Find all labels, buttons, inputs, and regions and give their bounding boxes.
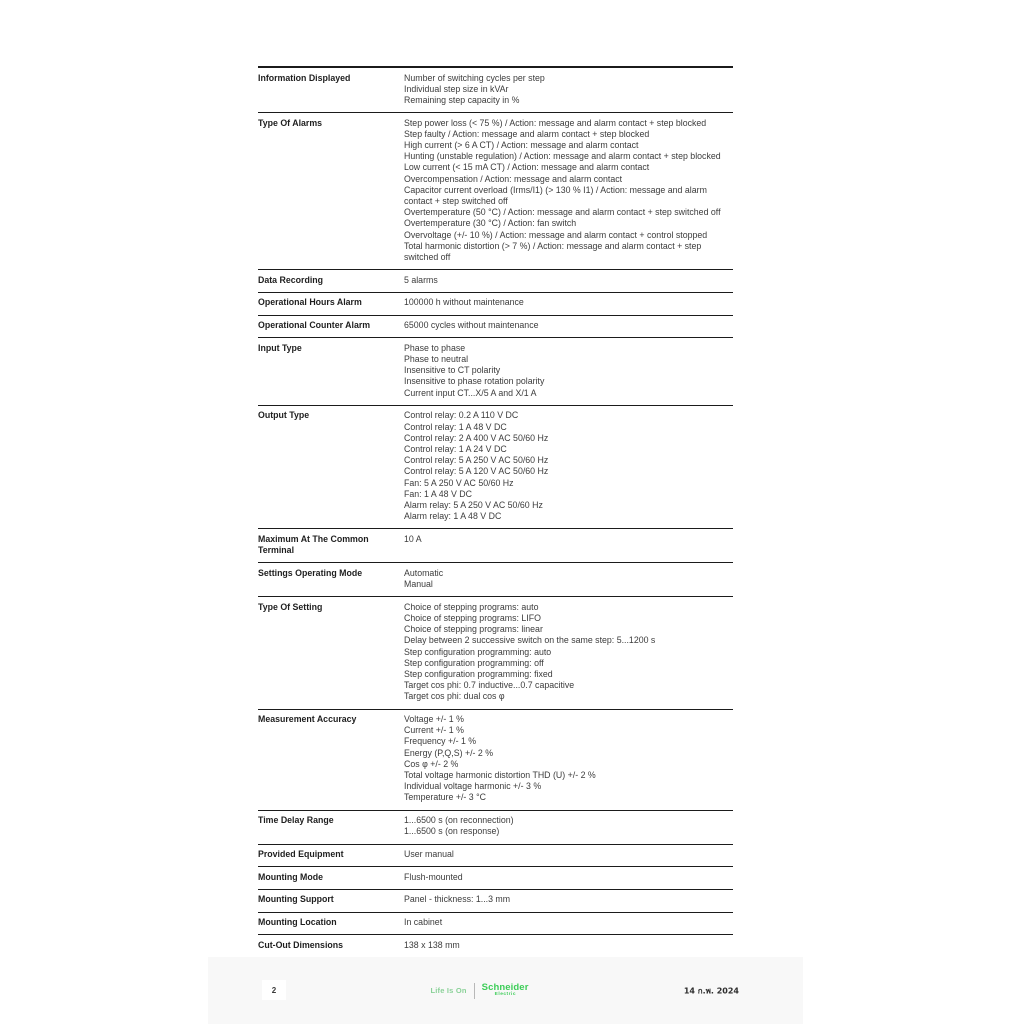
spec-value-line: Alarm relay: 5 A 250 V AC 50/60 Hz — [404, 500, 543, 510]
spec-value-line: Choice of stepping programs: auto — [404, 601, 539, 612]
spec-value-line: 5 alarms — [404, 274, 438, 285]
spec-value-line: User manual — [404, 849, 454, 860]
spec-value-line: Target cos phi: 0.7 inductive...0.7 capacitive — [404, 680, 575, 691]
spec-value-line: 1...6500 s (on response) — [404, 826, 500, 837]
spec-value-line: Total voltage harmonic distortion THD (U) +/- 2 % — [404, 770, 596, 781]
spec-value-line: Flush-mounted — [404, 871, 463, 882]
spec-value-line: Temperature +/- 3 °C — [404, 792, 486, 803]
spec-row — [258, 709, 733, 810]
spec-value-line: Control relay: 5 A 120 V AC 50/60 Hz — [404, 466, 549, 477]
spec-values — [404, 320, 733, 331]
spec-value-line: Insensitive to phase rotation polarity — [404, 376, 545, 387]
spec-value-line: Cos φ +/- 2 % — [404, 758, 459, 769]
spec-value-line: Voltage +/- 1 % — [404, 714, 464, 725]
spec-values — [404, 894, 733, 905]
spec-value-line: Overtemperature (50 °C) / Action: message and alarm contact + step switched off — [404, 207, 721, 218]
spec-label: Time Delay Range — [258, 815, 334, 826]
spec-row — [258, 337, 733, 405]
spec-row — [258, 269, 733, 292]
spec-row — [258, 810, 733, 844]
spec-value-line: Insensitive to CT polarity — [404, 365, 501, 376]
spec-label: Cut-Out Dimensions — [258, 939, 344, 950]
brand-subname: Electric — [494, 992, 516, 998]
spec-value-line: Choice of stepping programs: linear — [404, 624, 543, 635]
spec-value-line: Fan: 1 A 48 V DC — [404, 488, 472, 499]
spec-value-line: 65000 cycles without maintenance — [404, 320, 539, 331]
spec-value-line: Fan: 5 A 250 V AC 50/60 Hz — [404, 477, 514, 488]
spec-row — [258, 68, 733, 112]
spec-row — [258, 912, 733, 935]
spec-value-line: Current input CT...X/5 A and X/1 A — [404, 387, 537, 398]
spec-row — [258, 315, 733, 338]
spec-row — [258, 934, 733, 957]
spec-values — [404, 917, 733, 928]
spec-row — [258, 292, 733, 315]
spec-label: Provided Equipment — [258, 849, 344, 860]
spec-value-line: Energy (P,Q,S) +/- 2 % — [404, 747, 494, 758]
spec-value-line: Hunting (unstable regulation) / Action: message and alarm contact + step blocked — [404, 151, 721, 162]
spec-value-line: 138 x 138 mm — [404, 939, 460, 950]
spec-value-line: Choice of stepping programs: LIFO — [404, 612, 541, 623]
spec-row — [258, 844, 733, 867]
spec-value-line: High current (> 6 A CT) / Action: message and alarm contact — [404, 140, 639, 151]
spec-value-line: Low current (< 15 mA CT) / Action: message and alarm contact — [404, 162, 650, 173]
spec-values — [404, 534, 733, 545]
spec-value-line: Step faulty / Action: message and alarm contact + step blocked — [404, 128, 650, 139]
spec-row — [258, 528, 733, 562]
spec-values — [404, 568, 733, 590]
spec-value-line: Automatic — [404, 567, 444, 578]
spec-value-line: In cabinet — [404, 917, 443, 928]
spec-label: Mounting Location — [258, 917, 337, 928]
spec-value-line: Current +/- 1 % — [404, 725, 464, 736]
spec-values — [404, 343, 733, 399]
spec-label: Type Of Alarms — [258, 117, 323, 128]
spec-value-line: Step configuration programming: fixed — [404, 668, 553, 679]
spec-value-line: Overvoltage (+/- 10 %) / Action: message and alarm contact + control stopped — [404, 229, 708, 240]
spec-label: Type Of Setting — [258, 601, 323, 612]
spec-value-line: Delay between 2 successive switch on the same step: 5...1200 s — [404, 635, 656, 646]
spec-values — [404, 714, 733, 804]
spec-value-line: 10 A — [404, 533, 422, 544]
spec-values — [404, 602, 733, 703]
spec-value-line: Phase to phase — [404, 342, 466, 353]
spec-value-line: Remaining step capacity in % — [404, 94, 520, 105]
page-number: 2 — [271, 985, 277, 995]
spec-label: Maximum At The Common Terminal — [258, 533, 369, 556]
spec-values — [404, 940, 733, 951]
spec-values — [404, 73, 733, 107]
spec-value-line: Control relay: 0.2 A 110 V DC — [404, 410, 519, 421]
spec-value-line: Step configuration programming: auto — [404, 646, 552, 657]
spec-value-line: Step configuration programming: off — [404, 657, 544, 668]
spec-value-line: Overcompensation / Action: message and alarm contact — [404, 173, 623, 184]
spec-value-line: Phase to neutral — [404, 354, 469, 365]
spec-row — [258, 405, 733, 529]
spec-value-line: Step power loss (< 75 %) / Action: message and alarm contact + step blocked — [404, 117, 707, 128]
logo-divider — [474, 983, 475, 999]
spec-values — [404, 815, 733, 837]
spec-label: Settings Operating Mode — [258, 567, 363, 578]
spec-label: Data Recording — [258, 274, 324, 285]
spec-label: Information Displayed — [258, 72, 351, 83]
spec-label: Measurement Accuracy — [258, 714, 357, 725]
spec-values — [404, 872, 733, 883]
brand-wordmark — [482, 983, 529, 998]
spec-value-line: Control relay: 5 A 250 V AC 50/60 Hz — [404, 455, 549, 466]
spec-label: Operational Hours Alarm — [258, 297, 362, 308]
spec-label: Operational Counter Alarm — [258, 320, 371, 331]
spec-value-line: Control relay: 1 A 48 V DC — [404, 421, 507, 432]
spec-value-line: Manual — [404, 579, 433, 590]
spec-value-line: 1...6500 s (on reconnection) — [404, 815, 514, 826]
spec-values — [404, 410, 733, 522]
spec-value-line: Control relay: 2 A 400 V AC 50/60 Hz — [404, 432, 549, 443]
spec-row — [258, 596, 733, 708]
spec-table — [258, 66, 733, 980]
spec-value-line: Overtemperature (30 °C) / Action: fan switch — [404, 218, 577, 229]
spec-label: Mounting Mode — [258, 871, 323, 882]
spec-value-line: Total harmonic distortion (> 7 %) / Action: message and alarm contact + step switched off — [404, 240, 702, 263]
spec-values — [404, 297, 733, 308]
page-footer — [208, 957, 803, 1024]
spec-value-line: Alarm relay: 1 A 48 V DC — [404, 511, 502, 522]
spec-value-line: Target cos phi: dual cos φ — [404, 691, 505, 702]
document-date: 14 ก.พ. 2024 — [683, 986, 739, 995]
spec-value-line: Frequency +/- 1 % — [404, 736, 477, 747]
spec-value-line: Control relay: 1 A 24 V DC — [404, 443, 507, 454]
spec-values — [404, 118, 733, 264]
life-is-on-tagline: Life Is On — [430, 986, 467, 995]
brand-name: Schneider — [481, 982, 529, 994]
spec-value-line: Capacitor current overload (Irms/I1) (> 130 % I1) / Action: message and alarm contact + step switched off — [404, 184, 707, 207]
spec-row — [258, 889, 733, 912]
spec-value-line: 100000 h without maintenance — [404, 297, 524, 308]
spec-values — [404, 275, 733, 286]
spec-value-line: Panel - thickness: 1...3 mm — [404, 894, 511, 905]
spec-values — [404, 849, 733, 860]
spec-label: Input Type — [258, 342, 302, 353]
spec-value-line: Individual step size in kVAr — [404, 83, 509, 94]
datasheet-page — [208, 0, 803, 1024]
spec-value-line: Individual voltage harmonic +/- 3 % — [404, 781, 542, 792]
spec-row — [258, 562, 733, 596]
spec-label: Mounting Support — [258, 894, 334, 905]
spec-row — [258, 112, 733, 269]
spec-label: Output Type — [258, 410, 310, 421]
spec-value-line: Number of switching cycles per step — [404, 72, 545, 83]
spec-row — [258, 866, 733, 889]
